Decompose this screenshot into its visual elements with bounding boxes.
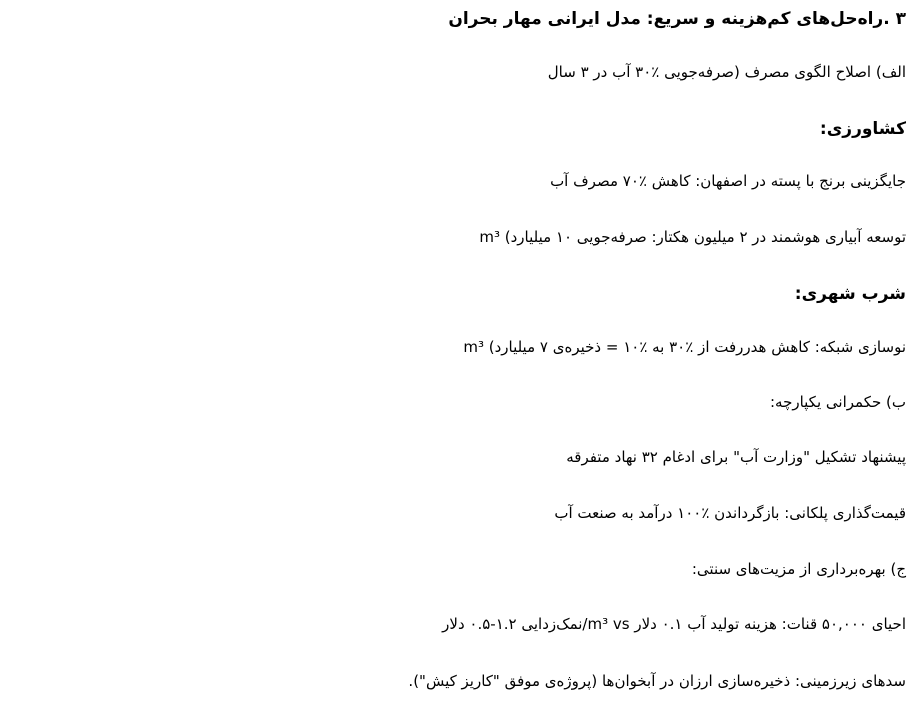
section-a-label: الف) اصلاح الگوی مصرف (صرفه‌جویی ٪۳۰ آب در ۳ سال: [547, 63, 906, 81]
section-b-item-1: پیشنهاد تشکیل "وزارت آب" برای ادغام ۳۲ نهاد متفرقه: [566, 448, 906, 466]
section-c-item-1: احیای ۵۰,۰۰۰ قنات: هزینه تولید آب ۰.۱ دلار m³ vs/نمک‌زدایی ۱.۲-۰.۵ دلار: [442, 615, 906, 633]
urban-item-1: نوسازی شبکه: کاهش هدررفت از ٪۳۰ به ٪۱۰ = ذخیره‌ی ۷ میلیارد) m³: [463, 338, 906, 356]
agriculture-heading: کشاورزی:: [819, 119, 906, 139]
agriculture-item-1: جایگزینی برنج با پسته در اصفهان: کاهش ٪۷۰ مصرف آب: [550, 172, 906, 190]
section-c-item-2: سدهای زیرزمینی: ذخیره‌سازی ارزان در آبخوان‌ها (پروژه‌ی موفق "کاریز کیش").: [408, 672, 906, 690]
urban-heading: شرب شهری:: [794, 284, 906, 304]
section-b-label: ب) حکمرانی یکپارچه:: [769, 393, 906, 411]
section-b-item-2: قیمت‌گذاری پلکانی: بازگرداندن ٪۱۰۰ درآمد به صنعت آب: [554, 504, 906, 522]
section-title: ۳ .راه‌حل‌های کم‌هزینه و سریع: مدل ایرانی مهار بحران: [448, 9, 906, 29]
agriculture-item-2: توسعه آبیاری هوشمند در ۲ میلیون هکتار: صرفه‌جویی ۱۰ میلیارد) m³: [479, 228, 906, 246]
section-c-label: ج) بهره‌برداری از مزیت‌های سنتی:: [691, 560, 906, 578]
